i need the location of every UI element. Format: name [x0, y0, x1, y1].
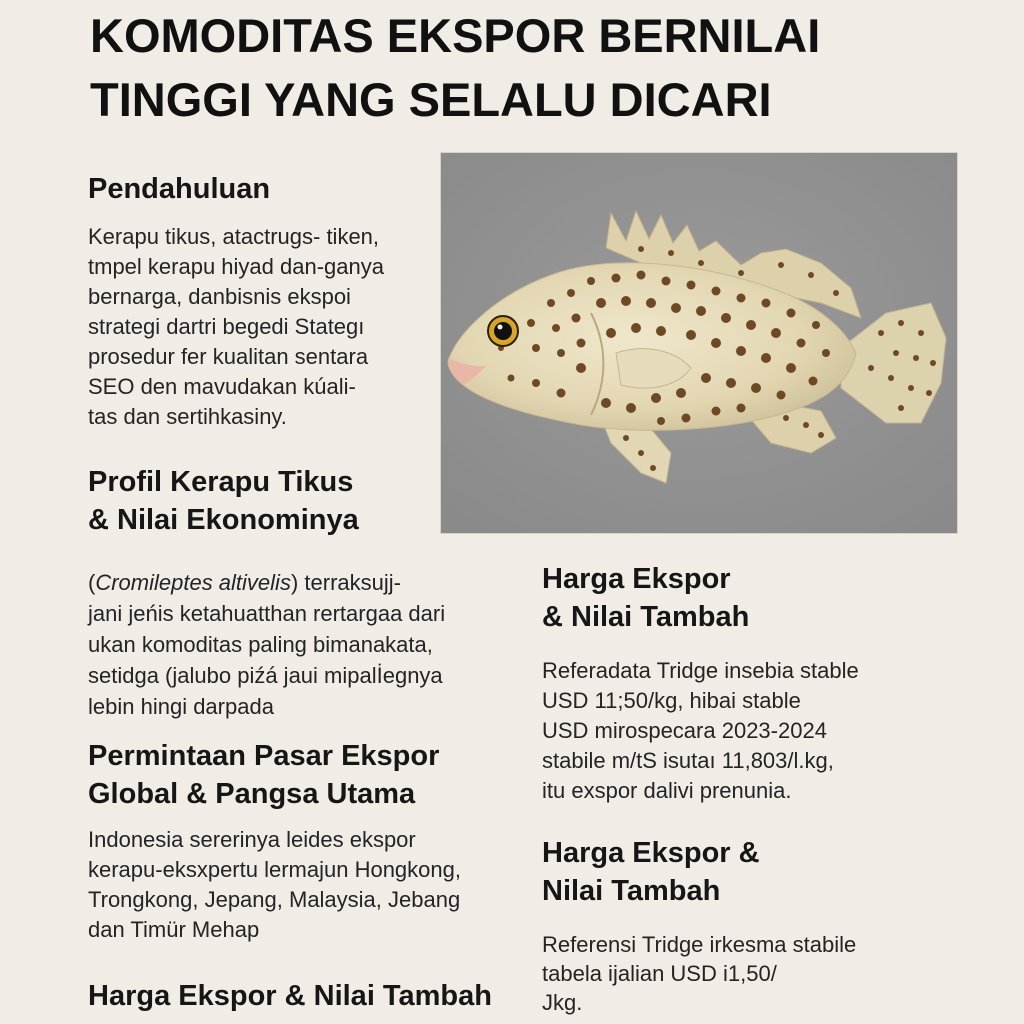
body-line-rest: ) terraksujj-: [290, 570, 401, 595]
body-line: USD mirospecara 2023-2024: [542, 718, 827, 743]
section-body: [88, 222, 428, 432]
heading-line: Nilai Tambah: [542, 875, 721, 907]
section-heading: [88, 463, 438, 539]
species-name: Cromileptes altivelis: [95, 570, 291, 595]
body-line: lebin hingi darpada: [88, 694, 274, 719]
section-heading: [88, 737, 488, 813]
heading-line: Global & Pangsa Utama: [88, 778, 416, 810]
body-line: tas dan sertihkasiny.: [88, 404, 287, 429]
section-heading: [88, 977, 528, 1015]
body-line: [88, 567, 438, 598]
section-demand: [88, 737, 488, 945]
heading-line: Harga Ekspor &: [542, 837, 760, 869]
body-line: Trongkong, Jepang, Malaysia, Jebang: [88, 887, 461, 912]
body-line: setidga (jalubo piźá jaui mipalİegnya: [88, 663, 443, 688]
page-title-line: TINGGI YANG SELALU DICARI: [90, 73, 772, 126]
body-line: Referensi Tridge irkesma stabile: [542, 932, 857, 957]
fish-illustration: [441, 153, 957, 533]
body-line: bernarga, danbisnis ekspoi: [88, 284, 351, 309]
body-line: USD 11;50/kg, hibai stable: [542, 688, 801, 713]
body-line: Jkg.: [542, 990, 583, 1015]
section-body: [542, 656, 942, 806]
heading-line: Harga Ekspor: [542, 563, 731, 595]
body-line: strategi dartri begedi Stategı: [88, 314, 365, 339]
body-line: Referadata Tridge insebia stable: [542, 658, 859, 683]
heading-line: Pendahuluan: [88, 173, 271, 205]
heading-line: Profil Kerapu Tikus: [88, 466, 354, 498]
section-heading: [542, 560, 942, 636]
heading-line: & Nilai Tambah: [542, 601, 750, 633]
section-price-right-2: [542, 834, 942, 1017]
section-heading: [542, 834, 942, 910]
section-body: [88, 567, 446, 722]
fish-photo: [440, 152, 958, 534]
body-line: itu exspor dalivi prenunia.: [542, 778, 792, 803]
heading-line: Harga Ekspor & Nilai Tambah: [88, 980, 492, 1012]
body-line: tabela ijalian USD i1,50/: [542, 961, 777, 986]
section-intro: [88, 170, 428, 432]
section-heading: [88, 170, 428, 208]
section-body: [542, 930, 942, 1017]
section-price-bottom: [88, 977, 528, 1015]
body-line: kerapu-eksxpertu lermajun Hongkong,: [88, 857, 461, 882]
body-line: SEO den mavudakan kúali-: [88, 374, 356, 399]
body-line: dan Timür Mehap: [88, 917, 260, 942]
body-line: jani jeńis ketahuatthan rertargaa dari: [88, 601, 446, 626]
open-paren: (: [88, 570, 96, 595]
section-price-right-1: [542, 560, 942, 806]
page-title: [90, 4, 990, 132]
body-line: prosedur fer kualitan sentara: [88, 344, 369, 369]
body-line: ukan komoditas paling bimanakata,: [88, 632, 433, 657]
section-profile: [88, 463, 446, 722]
body-line: tmpel kerapu hiyad dan-ganya: [88, 254, 384, 279]
body-line: stabile m/tS isutaı 11,803/l.kg,: [542, 748, 834, 773]
body-line: Indonesia sererinya leides ekspor: [88, 827, 416, 852]
heading-line: Permintaan Pasar Ekspor: [88, 740, 440, 772]
body-line: Kerapu tikus, atactrugs- tiken,: [88, 224, 380, 249]
heading-line: & Nilai Ekonominya: [88, 504, 359, 536]
section-body: [88, 825, 488, 945]
page-title-line: KOMODITAS EKSPOR BERNILAI: [90, 9, 821, 62]
